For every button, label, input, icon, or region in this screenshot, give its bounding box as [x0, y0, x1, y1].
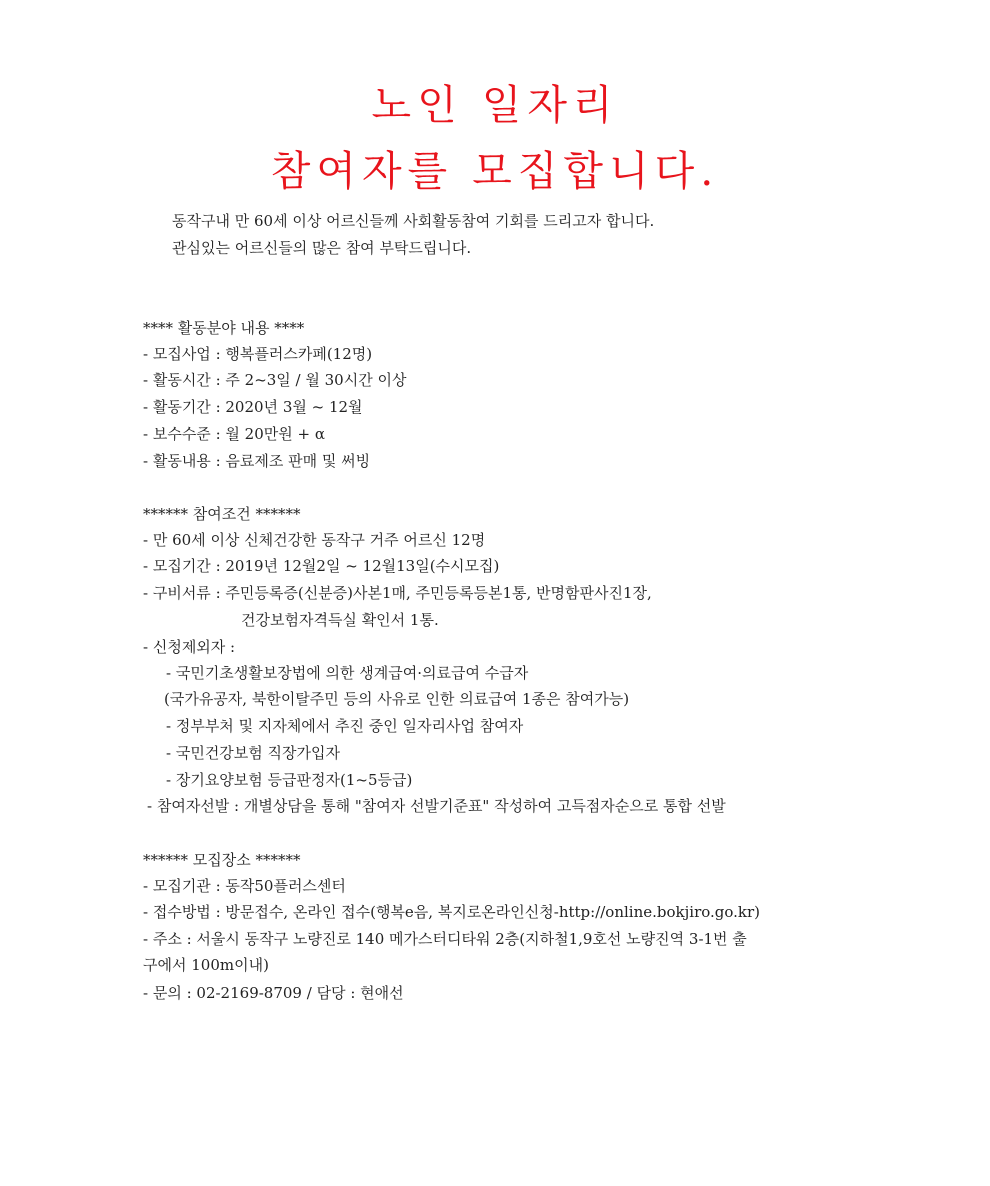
exclusion-item: - 장기요양보험 등급판정자(1~5등급) [166, 771, 413, 789]
activity-header: **** 활동분야 내용 **** [143, 319, 305, 337]
conditions-header: ****** 참여조건 ****** [143, 505, 301, 523]
condition-item: - 신청제외자 : [143, 638, 236, 656]
location-header: ****** 모집장소 ****** [143, 851, 301, 869]
activity-item: - 모집사업 : 행복플러스카페(12명) [143, 345, 373, 363]
activity-item: - 활동내용 : 음료제조 판매 및 써빙 [143, 452, 371, 470]
location-item: - 모집기관 : 동작50플러스센터 [143, 877, 346, 895]
location-item: - 접수방법 : 방문접수, 온라인 접수(행복e음, 복지로온라인신청-http://online.bokjiro.go.kr) [143, 903, 761, 921]
location-item: - 문의 : 02-2169-8709 / 담당 : 현애선 [143, 984, 404, 1002]
intro-line-2: 관심있는 어르신들의 많은 참여 부탁드립니다. [172, 239, 472, 257]
title-line-1: 노인 일자리 [371, 81, 619, 129]
exclusion-item: - 국민기초생활보장법에 의한 생계급여·의료급여 수급자 [166, 664, 529, 682]
activity-item: - 활동기간 : 2020년 3월 ~ 12월 [143, 398, 363, 416]
location-item: - 주소 : 서울시 동작구 노량진로 140 메가스터디타워 2층(지하철1,9호선 노량진역 3-1번 출 [143, 930, 747, 948]
activity-item: - 활동시간 : 주 2~3일 / 월 30시간 이상 [143, 371, 407, 389]
condition-item: - 만 60세 이상 신체건강한 동작구 거주 어르신 12명 [143, 531, 486, 549]
exclusion-note: (국가유공자, 북한이탈주민 등의 사유로 인한 의료급여 1종은 참여가능) [164, 690, 630, 708]
exclusion-item: - 국민건강보험 직장가입자 [166, 744, 340, 762]
title-line-2: 참여자를 모집합니다. [270, 147, 720, 195]
activity-item: - 보수수준 : 월 20만원 + α [143, 425, 325, 443]
condition-item: - 참여자선발 : 개별상담을 통해 "참여자 선발기준표" 작성하여 고득점자순으로 통합 선발 [147, 797, 726, 815]
location-item-continuation: 구에서 100m이내) [143, 956, 269, 974]
condition-item: - 모집기간 : 2019년 12월2일 ~ 12월13일(수시모집) [143, 557, 500, 575]
exclusion-item: - 정부부처 및 지자체에서 추진 중인 일자리사업 참여자 [166, 717, 524, 735]
condition-item: - 구비서류 : 주민등록증(신분증)사본1매, 주민등록등본1통, 반명함판사진1장, [143, 584, 652, 602]
intro-line-1: 동작구내 만 60세 이상 어르신들께 사회활동참여 기회를 드리고자 합니다. [172, 212, 655, 230]
condition-item-continuation: 건강보험자격득실 확인서 1통. [241, 611, 439, 629]
